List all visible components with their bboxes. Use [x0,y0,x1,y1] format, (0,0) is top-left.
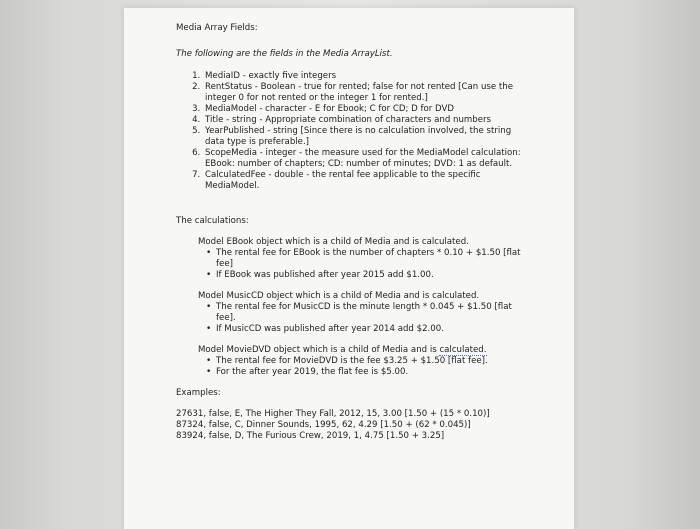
bullet-item: • For the after year 2019, the flat fee is $5.00. [207,367,528,378]
bullet-item: • The rental fee for EBook is the number of chapters * 0.10 + $1.50 [flat fee] [207,248,528,270]
field-item: 2. RentStatus - Boolean - true for rented; false for not rented [Can use the integer 0 for not rented or the integer 1 for rented.] [203,82,533,104]
model-ebook [198,237,528,281]
example-line: 83924, false, D, The Furious Crew, 2019, 1, 4.75 [1.50 + 3.25] [176,431,445,441]
spellcheck-underlined-word: calculated. [439,345,487,355]
field-item: 4. Title - string - Appropriate combination of characters and numbers [203,115,533,126]
model-bullets [198,302,528,335]
examples-block [176,409,574,442]
model-title-text: Model MovieDVD object which is a child of Media and is [198,345,440,355]
examples-heading: Examples: [176,388,221,398]
fields-list [176,71,533,192]
field-item: 7. CalculatedFee - double - the rental fee applicable to the specific MediaModel. [203,170,533,192]
model-title: Model EBook object which is a child of Media and is calculated. [198,237,469,247]
document-page [124,8,574,529]
example-line: 87324, false, C, Dinner Sounds, 1995, 62, 4.29 [1.50 + (62 * 0.045)] [176,420,471,430]
model-musiccd [198,291,528,335]
bullet-item: • The rental fee for MovieDVD is the fee $3.25 + $1.50 [flat fee]. [207,356,528,367]
field-item: 3. MediaModel - character - E for Ebook; C for CD; D for DVD [203,104,533,115]
intro-text: The following are the fields in the Media ArrayList. [176,49,393,59]
example-line: 27631, false, E, The Higher They Fall, 2012, 15, 3.00 [1.50 + (15 * 0.10)] [176,409,490,419]
bullet-item: • If MusicCD was published after year 2014 add $2.00. [207,324,528,335]
field-item: 6. ScopeMedia - integer - the measure used for the MediaModel calculation: EBook: number of chapters; CD: number of minutes; DVD: 1 as default. [203,148,533,170]
calculations-heading: The calculations: [176,216,249,226]
bullet-item: • If EBook was published after year 2015 add $1.00. [207,270,528,281]
model-moviedvd [198,345,528,378]
model-title: Model MusicCD object which is a child of Media and is calculated. [198,291,480,301]
field-item: 5. YearPublished - string [Since there is no calculation involved, the string data type is preferable.] [203,126,533,148]
model-bullets [198,356,528,378]
model-bullets [198,248,528,281]
field-item: 1. MediaID - exactly five integers [203,71,533,82]
model-title [198,345,528,356]
bullet-item: • The rental fee for MusicCD is the minute length * 0.045 + $1.50 [flat fee]. [207,302,528,324]
document-heading: Media Array Fields: [176,23,258,33]
